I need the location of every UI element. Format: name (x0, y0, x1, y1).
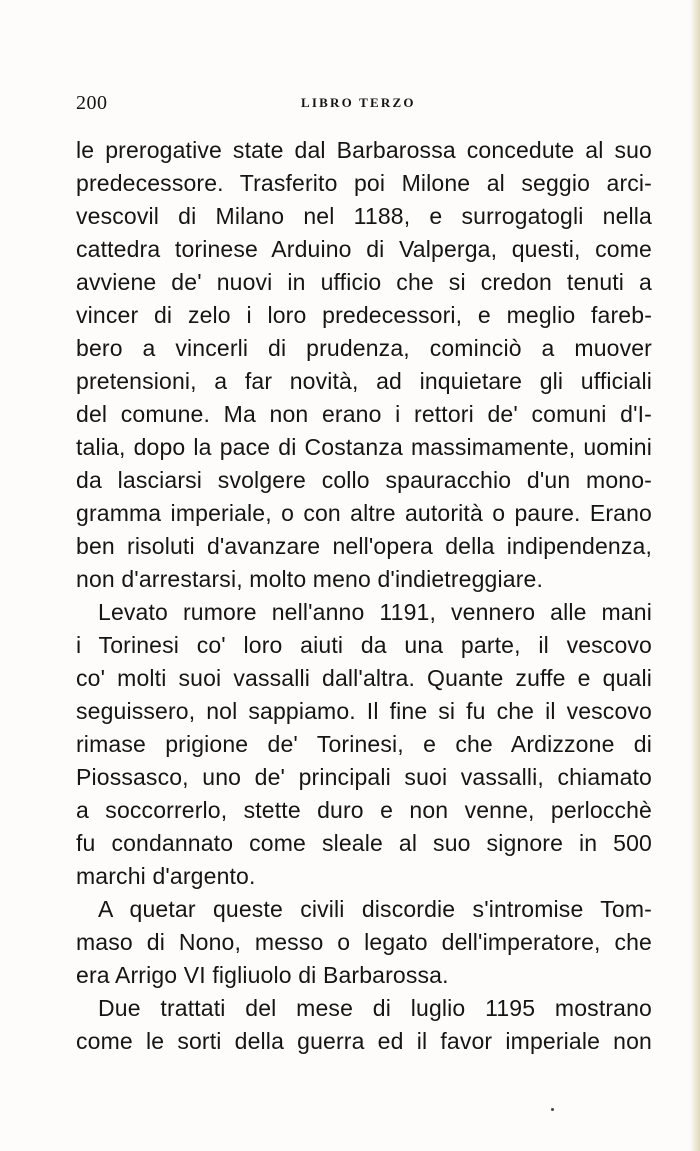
text-line: da lasciarsi svolgere collo spauracchio d'un mono- (76, 467, 652, 493)
text-line: seguissero, nol sappiamo. Il fine si fu che il vescovo (76, 698, 652, 724)
text-line: avviene de' nuovi in ufficio che si credon tenuti a (76, 269, 652, 295)
text-line: marchi d'argento. (76, 863, 256, 889)
text-line: cattedra torinese Arduino di Valperga, questi, come (76, 236, 652, 262)
text-line: bero a vincerli di prudenza, cominciò a muover (76, 335, 652, 361)
running-title: LIBRO TERZO (301, 95, 416, 110)
text-line: i Torinesi co' loro aiuti da una parte, il vescovo (76, 632, 652, 658)
body-text (76, 134, 652, 1058)
text-line: ben risoluti d'avanzare nell'opera della indipendenza, (76, 533, 652, 559)
text-line: vincer di zelo i loro predecessori, e meglio fareb- (76, 302, 652, 328)
text-line: pretensioni, a far novità, ad inquietare gli ufficiali (76, 368, 652, 394)
text-line: a soccorrerlo, stette duro e non venne, perlocchè (76, 797, 652, 823)
text-line: vescovil di Milano nel 1188, e surrogatogli nella (76, 203, 652, 229)
text-line: fu condannato come sleale al suo signore in 500 (76, 830, 652, 856)
page-number: 200 (76, 92, 108, 114)
text-line: come le sorti della guerra ed il favor imperiale non (76, 1028, 652, 1054)
text-line: predecessore. Trasferito poi Milone al seggio arci- (76, 170, 652, 196)
text-line: A quetar queste civili discordie s'intromise Tom- (98, 896, 652, 922)
text-line: era Arrigo VI figliuolo di Barbarossa. (76, 962, 449, 988)
text-line: del comune. Ma non erano i rettori de' comuni d'I- (76, 401, 652, 427)
text-line: co' molti suoi vassalli dall'altra. Quante zuffe e quali (76, 665, 652, 691)
page-edge-shadow (690, 0, 700, 1151)
text-line: Piossasco, uno de' principali suoi vassalli, chiamato (76, 764, 652, 790)
text-line: gramma imperiale, o con altre autorità o paure. Erano (76, 500, 652, 526)
page-header (76, 92, 652, 116)
text-line: maso di Nono, messo o legato dell'imperatore, che (76, 929, 652, 955)
text-line: rimase prigione de' Torinesi, e che Ardizzone di (76, 731, 652, 757)
text-line: Due trattati del mese di luglio 1195 mostrano (98, 995, 652, 1021)
text-line: Levato rumore nell'anno 1191, vennero alle mani (98, 599, 652, 625)
text-line: le prerogative state dal Barbarossa concedute al suo (76, 137, 652, 163)
print-speck (551, 1108, 554, 1111)
text-line: talia, dopo la pace di Costanza massimamente, uomini (76, 434, 652, 460)
text-line: non d'arrestarsi, molto meno d'indietreggiare. (76, 566, 543, 592)
